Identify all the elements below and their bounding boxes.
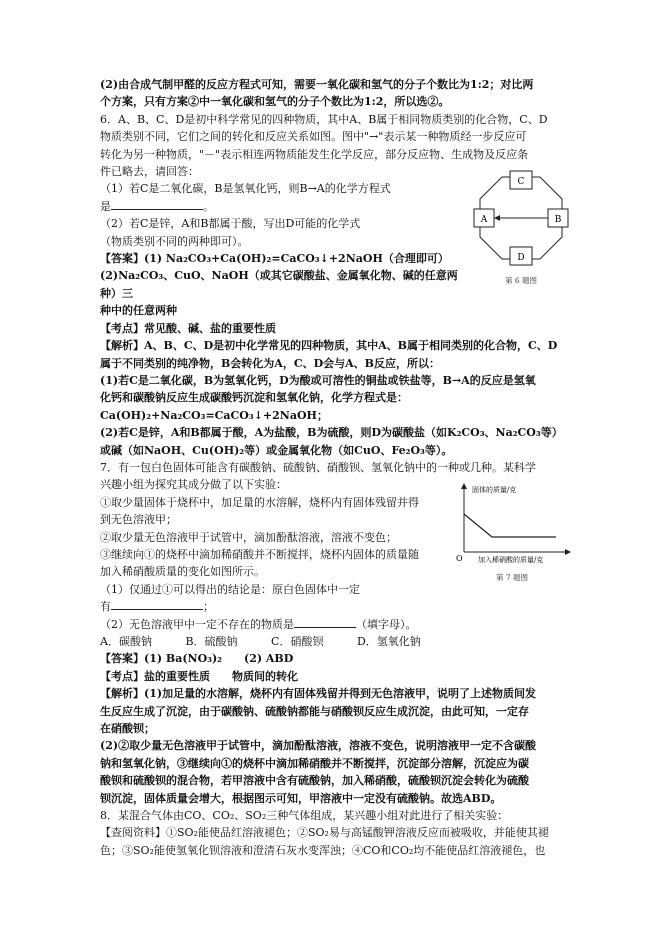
period: 。 [203, 199, 214, 213]
text-line: 到无色溶液甲； [100, 513, 177, 527]
text-line: 件已略去，请回答： [100, 165, 199, 179]
analysis-line: 【解析】A、B、C、D是初中化学常见的四种物质，其中A、B属于相同类别的化合物，C、D [100, 339, 558, 353]
mass-curve [464, 514, 556, 537]
text-line: 转化为另一种物质，"－"表示相连两物质能发生化学反应，部分反应物、生成物及反应条 [100, 147, 529, 161]
text-line [100, 598, 460, 615]
analysis-line: 钠和氢氧化钠，③继续向①的烧杯中滴加稀硝酸并不断搅拌，沉淀部分溶解，沉淀应为碳 [100, 756, 529, 770]
equation-line: Ca(OH)₂+Na₂CO₃=CaCO₃↓+2NaOH； [100, 408, 328, 422]
text-line: ③继续向①的烧杯中滴加稀硝酸并不断搅拌，烧杯内固体的质量随 [100, 547, 419, 561]
text-line: 兴趣小组为探究其成分做了以下实验： [100, 478, 287, 492]
analysis-line: 酸钡和硫酸钡的混合物，若甲溶液中含有硫酸钠，加入稀硝酸，硫酸钡沉淀会转化为硫酸 [100, 774, 529, 788]
options-line [100, 633, 570, 650]
x-arrowhead [565, 549, 571, 555]
analysis-line: 或碱（如NaOH、Cu(OH)₂等）或金属氧化物（如CuO、Fe₂O₃等）。 [100, 443, 453, 457]
text-line [100, 198, 460, 215]
text-line: ①取少量固体于烧杯中，加足量的水溶解，烧杯内有固体残留并得 [100, 495, 419, 509]
text-line: （物质类别不同的两种即可）。 [100, 234, 249, 248]
origin-label: O [456, 554, 463, 563]
answer-blank[interactable] [111, 199, 203, 210]
y-arrowhead [461, 483, 467, 489]
analysis-line: 钡沉淀，固体质量会增大，根据图示可知，甲溶液中一定没有硫酸钠。故选ABD。 [100, 791, 502, 805]
text-fragment: 是 [100, 199, 111, 213]
text-fragment: 有 [100, 600, 111, 614]
node-a-label: A [480, 215, 488, 225]
text-line: 个方案，只有方案②中一氧化碳和氢气的分子个数比为1:2，所以选②。 [100, 95, 450, 109]
analysis-line: 生反应生成了沉淀，由于碳酸钠、硫酸钠都能与硝酸钡反应生成沉淀，由此可知，一定存 [100, 704, 529, 718]
text-fragment: （填字母）。 [356, 617, 417, 631]
question-6-line: 6．A、B、C、D是初中科学常见的四种物质，其中A、B属于相同物质类别的化合物，C、D [100, 112, 548, 126]
figure-7-caption: 第 7 题图 [495, 573, 529, 583]
answer-line: 【答案】(1) Na₂CO₃+Ca(OH)₂=CaCO₃↓+2NaOH（合理即可） [100, 252, 449, 266]
document-page [100, 76, 570, 859]
analysis-line: 属于不同类别的纯净物，B会转化为A，C、D会与A、B反应，所以： [100, 356, 440, 370]
option-a: A．碳酸钠 [100, 635, 152, 648]
y-axis-label: 固体的质量/克 [472, 486, 517, 494]
analysis-line: 【解析】(1)加足量的水溶解，烧杯内有固体残留并得到无色溶液甲，说明了上述物质间发 [100, 687, 537, 701]
period: ； [203, 600, 214, 614]
topic-line: 【考点】盐的重要性质 物质间的转化 [100, 669, 298, 683]
analysis-line: (1)若C是二氧化碳，B为氢氧化钙，D为酸或可溶性的铜盐或铁盐等，B→A的反应是氢氧 [100, 373, 536, 387]
node-c-label: C [517, 177, 525, 187]
answer-line: 【答案】(1) Ba(NO₃)₂ (2) ABD [100, 652, 294, 666]
figure-6 [472, 169, 570, 290]
text-line: （2）若C是锌，A和B都属于酸，写出D可能的化学式 [100, 217, 361, 231]
answer-line: 种中的任意两种 [100, 304, 177, 318]
text-line: 色；③SO₂能使氢氧化钡溶液和澄清石灰水变浑浊；④CO和CO₂均不能使品红溶液褪色，也 [100, 843, 546, 857]
text-line: (2)由合成气制甲醛的反应方程式可知，需要一氧化碳和氢气的分子个数比为1:2；对比两 [100, 78, 534, 91]
figure-7-graph [452, 482, 572, 564]
node-b-label: B [554, 215, 562, 225]
option-b: B．硫酸钠 [185, 635, 238, 648]
analysis-line: (2)②取少量无色溶液甲于试管中，滴加酚酞溶液，溶液不变色，说明溶液甲一定不含碳酸 [100, 739, 537, 753]
text-line: 加入稀硝酸质量的变化如图所示。 [100, 565, 265, 579]
answer-line: (2)Na₂CO₃、CuO、NaOH（或其它碳酸盐、金属氧化物、碱的任意两种）三 [100, 269, 458, 300]
node-d-label: D [517, 253, 525, 263]
option-d: D．氢氧化钠 [356, 635, 421, 648]
answer-blank[interactable] [111, 599, 203, 610]
option-c: C．硝酸钡 [271, 635, 324, 648]
answer-blank[interactable] [294, 617, 356, 628]
figure-7 [452, 482, 572, 587]
text-line: 物质类别不同，它们之间的转化和反应关系如图。图中"→"表示某一种物质经一步反应可 [100, 130, 527, 144]
figure-6-diagram [472, 169, 570, 267]
analysis-line: 化钙和碳酸钠反应生成碳酸钙沉淀和氢氧化钠，化学方程式是： [100, 391, 408, 405]
figure-6-caption: 第 6 题图 [504, 276, 538, 286]
text-line: （1）仅通过①可以得出的结论是：原白色固体中一定 [100, 582, 360, 596]
analysis-line: (2)若C是锌，A和B都属于酸，A为盐酸，B为硫酸，则D为碳酸盐（如K₂CO₃、Na₂CO₃等） [100, 426, 563, 440]
text-line [100, 616, 570, 633]
question-7-line: 7．有一包白色固体可能含有碳酸钠、硫酸钠、硝酸钡、氢氧化钠中的一种或几种。某科学 [100, 460, 536, 474]
question-8-line: 8．某混合气体由CO、CO₂、SO₂三种气体组成，某兴趣小组对此进行了相关实验： [100, 809, 509, 823]
text-fragment: （2）无色溶液甲中一定不存在的物质是 [100, 617, 294, 631]
analysis-line: 在硝酸钡； [100, 722, 155, 736]
text-line: 【查阅资料】①SO₂能使品红溶液褪色；②SO₂易与高锰酸钾溶液反应而被吸收，并能使其褪 [100, 826, 549, 840]
x-axis-label: 加入稀硝酸的质量/克 [478, 556, 544, 564]
text-line: （1）若C是二氧化碳，B是氢氧化钙，则B→A的化学方程式 [100, 182, 391, 196]
arrowhead [494, 215, 500, 221]
topic-line: 【考点】常见酸、碱、盐的重要性质 [100, 321, 276, 335]
text-line: ②取少量无色溶液甲于试管中，滴加酚酞溶液，溶液不变色； [100, 530, 397, 544]
